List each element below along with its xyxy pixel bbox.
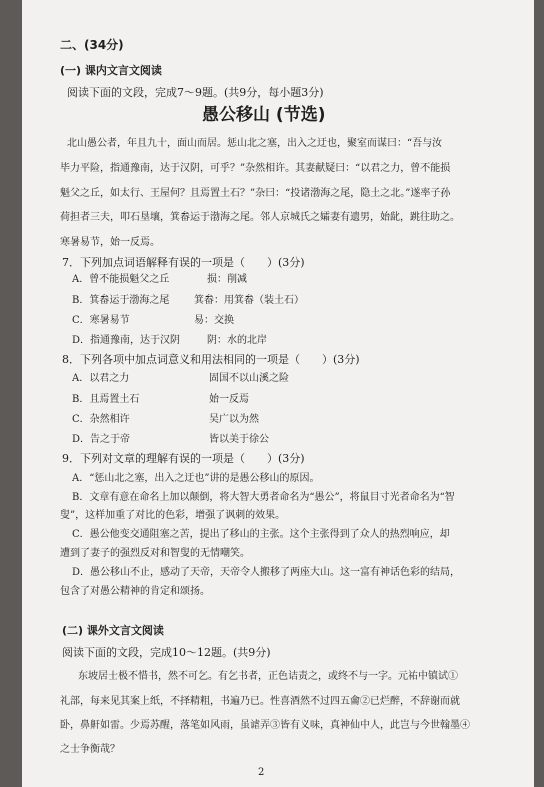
q8-option-a: A．以君之力 (72, 373, 130, 384)
part1-instructions: 阅读下面的文段，完成7～9题。(共9分，每小题3分) (67, 86, 324, 99)
exam-page (22, 0, 534, 787)
q8-option-c-pair: 吴广以为然 (209, 414, 259, 425)
q9-option-b: B．文章有意在命名上加以颠倒，将大智大勇者命名为“愚公”，将鼠目寸光者命名为“智 (72, 492, 455, 503)
part2-heading: (二) 课外文言文阅读 (62, 624, 164, 637)
page-number: 2 (258, 767, 265, 778)
part2-passage-line: 东坡居士极不惜书，然不可乞。有乞书者，正色诘责之，或终不与一字。元祐中镇试① (78, 671, 458, 682)
passage-line: 寒暑易节，始一反焉。 (60, 237, 160, 248)
part2-instructions: 阅读下面的文段，完成10～12题。(共9分) (62, 646, 271, 659)
q7-option-a: A．曾不能损魁父之丘 (72, 274, 170, 285)
passage-line: 北山愚公者，年且九十，面山而居。惩山北之塞，出入之迂也，聚室而谋曰：“吾与汝 (67, 138, 443, 149)
passage-line: 荷担者三夫，叩石垦壤，箕畚运于渤海之尾。邻人京城氏之孀妻有遗男，始龀，跳往助之。 (60, 212, 460, 223)
q9-option-c-cont: 遭到了妻子的强烈反对和智叟的无情嘲笑。 (60, 548, 250, 559)
q8-option-c: C．杂然相许 (72, 414, 130, 425)
question-8-stem: 8．下列各项中加点词意义和用法相同的一项是（ ）(3分) (62, 353, 360, 366)
passage-line: 毕力平险，指通豫南，达于汉阴，可乎？”杂然相许。其妻献疑曰：“以君之力，曾不能损 (60, 163, 451, 174)
q8-option-d-pair: 皆以美于徐公 (209, 434, 269, 445)
q7-option-b: B．箕畚运于渤海之尾 (72, 295, 170, 306)
part2-passage-line: 礼部，每来见其案上纸，不择精粗，书遍乃已。性喜酒然不过四五龠②已烂醉，不辞谢而就 (60, 696, 460, 707)
question-7-stem: 7．下列加点词语解释有误的一项是（ ）(3分) (62, 256, 305, 269)
q8-option-b: B．且焉置土石 (72, 394, 140, 405)
q7-option-c: C．寒暑易节 (72, 315, 130, 326)
passage-title: 愚公移山 (节选) (202, 105, 326, 125)
q8-option-a-pair: 固国不以山溪之险 (209, 373, 289, 384)
q9-option-d-cont: 包含了对愚公精神的肯定和颂扬。 (60, 586, 210, 597)
part2-passage-line: 之士争衡哉？ (60, 744, 120, 755)
q7-option-a-def: 损：削减 (207, 274, 247, 285)
q7-option-b-def: 箕畚：用箕畚（装土石） (194, 295, 304, 306)
q8-option-d: D．告之于帝 (72, 434, 131, 445)
q8-option-b-pair: 始一反焉 (209, 394, 249, 405)
q7-option-c-def: 易：交换 (194, 315, 234, 326)
passage-line: 魁父之丘，如太行、王屋何？且焉置土石？”杂曰：“投诸渤海之尾，隐土之北。”遂率子孙 (60, 188, 451, 199)
q9-option-a: A．“惩山北之塞，出入之迂也”讲的是愚公移山的原因。 (72, 473, 320, 484)
part1-heading: (一) 课内文言文阅读 (60, 64, 162, 77)
part2-passage-line: 卧，鼻鼾如雷。少焉苏醒，落笔如风雨，虽谑弄③皆有义味，真神仙中人，此岂与今世翰墨④ (60, 720, 470, 731)
q7-option-d-def: 阴：水的北岸 (207, 335, 267, 346)
q7-option-d: D．指通豫南，达于汉阴 (72, 335, 181, 346)
question-9-stem: 9．下列对文章的理解有误的一项是（ ）(3分) (62, 452, 305, 465)
q9-option-d: D．愚公移山不止，感动了天帝，天帝令人搬移了两座大山。这一富有神话色彩的结局， (72, 567, 461, 578)
q9-option-b-cont: 叟”，这样加重了对比的色彩，增强了讽刺的效果。 (60, 510, 286, 521)
section-heading: 二、(34分) (60, 38, 124, 52)
q9-option-c: C．愚公他变交通阻塞之苦，提出了移山的主张。这个主张得到了众人的热烈响应，却 (72, 529, 450, 540)
